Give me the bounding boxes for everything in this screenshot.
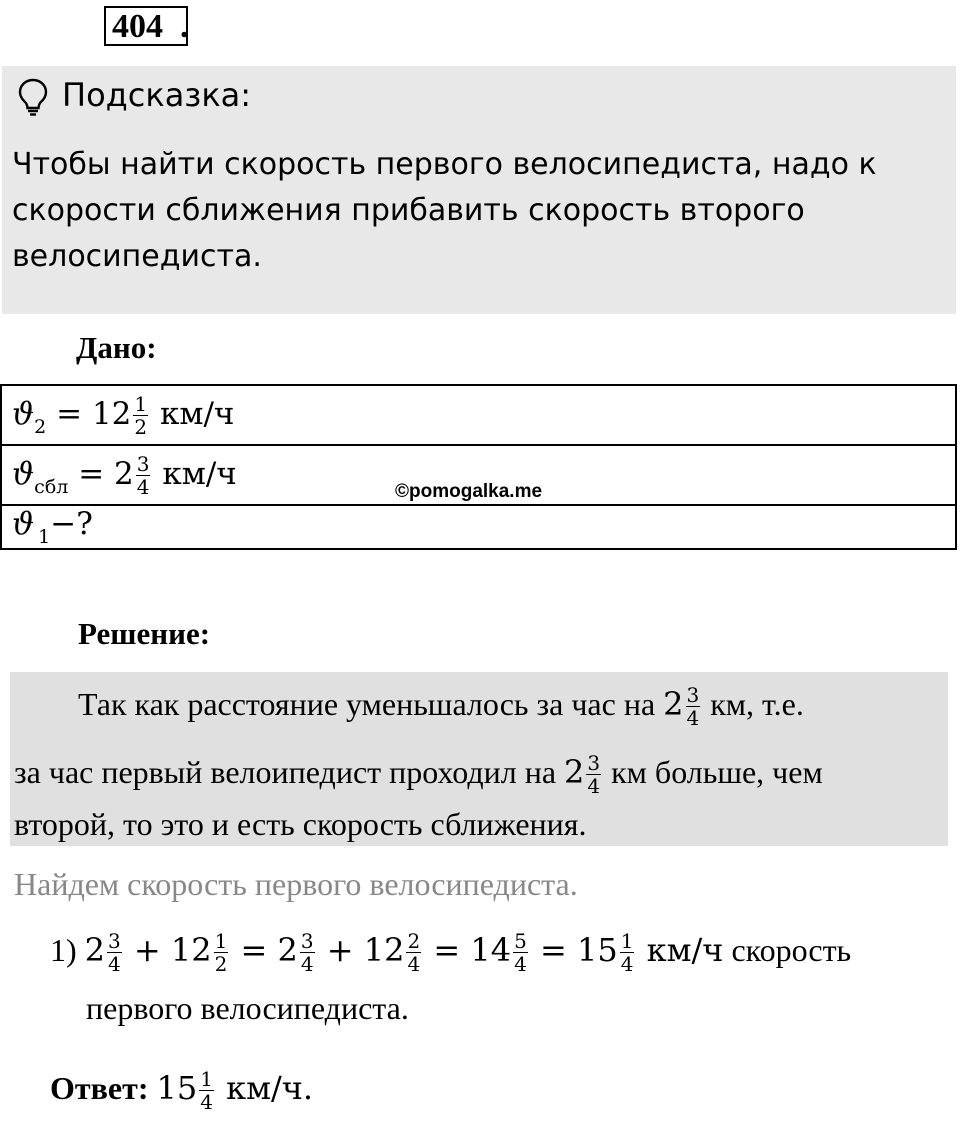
unknown-mark: −? [50, 506, 93, 542]
fraction [300, 930, 315, 975]
operator: = 15 [540, 931, 618, 969]
given-row [1, 385, 956, 445]
velocity-symbol: ϑ [12, 455, 35, 492]
watermark: ©pomogalka.me [395, 481, 543, 502]
unit: км/ч [646, 931, 724, 969]
problem-number: 404 [112, 8, 163, 45]
denominator: 4 [514, 952, 527, 976]
numerator: 2 [407, 929, 421, 953]
answer-label: Ответ: [50, 1070, 149, 1106]
velocity-symbol: ϑ [12, 395, 35, 432]
text: Так как расстояние уменьшалось за час на [78, 686, 664, 722]
denominator: 4 [587, 774, 601, 798]
given-heading: Дано: [76, 330, 157, 365]
numerator: 3 [300, 929, 314, 953]
whole: 2 [84, 931, 106, 969]
denominator: 4 [136, 474, 150, 499]
numerator: 3 [108, 929, 121, 953]
answer-value [156, 1067, 314, 1114]
hint-line: скорости сближения прибавить скорость второго [12, 193, 805, 228]
fraction [107, 930, 122, 975]
equals-value: = 2 [78, 455, 134, 492]
unit: км/ч. [226, 1069, 314, 1107]
hint-line: велосипедиста. [12, 239, 262, 274]
numerator: 5 [514, 929, 527, 953]
velocity-subscript: сбл [34, 475, 69, 498]
denominator: 2 [134, 414, 148, 439]
fraction [406, 930, 421, 975]
operator: + 12 [326, 931, 405, 969]
fraction [686, 684, 701, 729]
denominator: 4 [686, 706, 700, 730]
denominator: 4 [300, 952, 314, 976]
numerator: 1 [620, 929, 634, 953]
mixed-number [663, 683, 702, 730]
solution-line-3: второй, то это и есть скорость сближения. [14, 806, 587, 842]
fraction [214, 930, 229, 975]
step-1-continuation: первого велосипедиста. [86, 990, 409, 1026]
denominator: 4 [108, 952, 121, 976]
solution-line-2 [14, 752, 823, 797]
given-cell [1, 505, 956, 549]
velocity-subscript: 2 [34, 415, 47, 438]
text: за час первый велоипедист проходил на [14, 754, 565, 790]
hint-title: Подсказка: [62, 76, 252, 114]
whole: 2 [663, 685, 684, 723]
fraction [136, 453, 151, 498]
numerator: 3 [136, 451, 150, 476]
numerator: 1 [134, 391, 148, 416]
solution-line-1 [78, 684, 804, 729]
problem-number-dot: . [180, 8, 189, 45]
fraction [199, 1068, 214, 1113]
operator: = 2 [240, 931, 298, 969]
operator: = 14 [433, 931, 512, 969]
velocity-subscript: 1 [38, 526, 51, 548]
given-row [1, 505, 956, 549]
find-line: Найдем скорость первого велосипедиста. [14, 866, 578, 902]
denominator: 4 [200, 1090, 213, 1114]
lightbulb-icon [18, 78, 48, 116]
text: км больше, чем [603, 754, 823, 790]
denominator: 4 [407, 952, 421, 976]
given-table [0, 384, 957, 550]
step-label: 1) [50, 932, 77, 968]
text: км, т.е. [702, 686, 804, 722]
solution-heading: Решение: [78, 616, 211, 651]
answer [50, 1068, 313, 1113]
whole: 15 [156, 1069, 198, 1107]
velocity-symbol: ϑ [12, 506, 35, 542]
fraction [513, 930, 528, 975]
numerator: 3 [686, 683, 700, 707]
given-cell [1, 385, 956, 445]
numerator: 3 [587, 751, 601, 775]
hint-line: Чтобы найти скорость первого велосипедиста, надо к [12, 147, 877, 182]
numerator: 1 [214, 929, 228, 953]
numerator: 1 [200, 1067, 213, 1091]
whole: 2 [564, 753, 585, 791]
denominator: 2 [214, 952, 228, 976]
operator: + 12 [133, 931, 212, 969]
equals-value: = 12 [56, 395, 132, 432]
step-expression [84, 929, 724, 976]
mixed-number [564, 751, 603, 798]
fraction [133, 393, 148, 438]
denominator: 4 [620, 952, 634, 976]
text: скорость [723, 932, 852, 968]
unit: км/ч [160, 395, 235, 432]
fraction [586, 752, 601, 797]
hint-text [12, 142, 912, 280]
unit: км/ч [162, 455, 237, 492]
step-1 [50, 930, 851, 975]
fraction [620, 930, 635, 975]
